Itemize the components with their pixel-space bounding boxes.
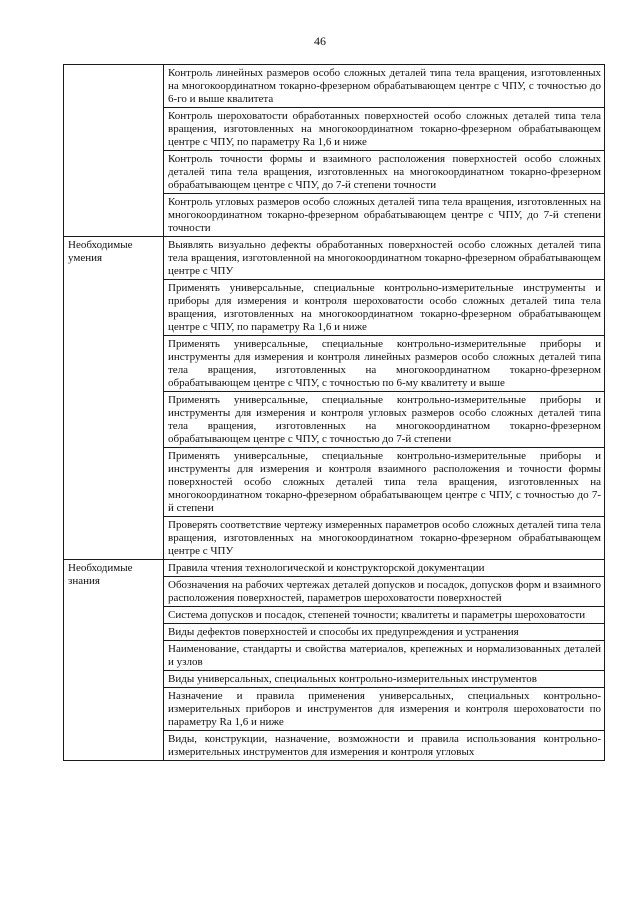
table-cell: Применять универсальные, специальные контрольно-измерительные приборы и инструменты для измерения и контроля взаимного расположения и точности формы поверхностей особо сложных деталей типа тела вращения, изготовленных на многокоординатном токарно-фрезерном обрабатывающем центре с ЧПУ, с точностью до 7-й степени [164, 448, 605, 517]
table-cell: Применять универсальные, специальные контрольно-измерительные приборы и инструменты для измерения и контроля линейных размеров особо сложных деталей типа тела вращения, изготовленных на многокоординатном токарно-фрезерном обрабатывающем центре с ЧПУ, с точностью по 6-му квалитету и выше [164, 336, 605, 392]
table-cell: Виды универсальных, специальных контрольно-измерительных инструментов [164, 671, 605, 688]
row-label-knowledge: Необходимые знания [64, 560, 164, 761]
requirements-table [63, 64, 605, 761]
table-cell: Применять универсальные, специальные контрольно-измерительные приборы и инструменты для измерения и контроля угловых размеров особо сложных деталей типа тела вращения, изготовленных на многокоординатном токарно-фрезерном обрабатывающем центре с ЧПУ, с точностью до 7-й степени [164, 392, 605, 448]
row-label [64, 65, 164, 237]
table-cell: Контроль угловых размеров особо сложных деталей типа тела вращения, изготовленных на многокоординатном токарно-фрезерном обрабатывающем центре с ЧПУ, до 7-й степени точности [164, 194, 605, 237]
table-cell: Контроль точности формы и взаимного расположения поверхностей особо сложных деталей типа тела вращения, изготовленных на многокоординатном токарно-фрезерном обрабатывающем центре с ЧПУ, до 7-й степени точности [164, 151, 605, 194]
table-cell: Контроль шероховатости обработанных поверхностей особо сложных деталей типа тела вращения, изготовленных на многокоординатном токарно-фрезерном обрабатывающем центре с ЧПУ, по параметру Ra 1,6 и ниже [164, 108, 605, 151]
table-cell: Контроль линейных размеров особо сложных деталей типа тела вращения, изготовленных на многокоординатном токарно-фрезерном обрабатывающем центре с ЧПУ, с точностью до 6-го и выше квалитета [164, 65, 605, 108]
table-cell: Выявлять визуально дефекты обработанных поверхностей особо сложных деталей типа тела вращения, изготовленной на многокоординатном токарно-фрезерном обрабатывающем центре с ЧПУ [164, 237, 605, 280]
table-cell: Система допусков и посадок, степеней точности; квалитеты и параметры шероховатости [164, 607, 605, 624]
table-cell: Проверять соответствие чертежу измеренных параметров особо сложных деталей типа тела вращения, изготовленных на многокоординатном токарно-фрезерном обрабатывающем центре с ЧПУ [164, 517, 605, 560]
table-row [64, 560, 605, 577]
table-cell: Виды, конструкции, назначение, возможности и правила использования контрольно-измерительных инструментов для измерения и контроля угловых [164, 731, 605, 761]
table-cell: Виды дефектов поверхностей и способы их предупреждения и устранения [164, 624, 605, 641]
table-row [64, 237, 605, 280]
row-label-skills: Необходимые умения [64, 237, 164, 560]
table-cell: Обозначения на рабочих чертежах деталей допусков и посадок, допусков форм и взаимного расположения поверхностей, параметров шероховатости поверхностей [164, 577, 605, 607]
page-number: 46 [314, 34, 326, 48]
table-cell: Наименование, стандарты и свойства материалов, крепежных и нормализованных деталей и узлов [164, 641, 605, 671]
table-row [64, 65, 605, 108]
table-cell: Применять универсальные, специальные контрольно-измерительные инструменты и приборы для измерения и контроля шероховатости особо сложных деталей типа тела вращения, изготовленных на многокоординатном токарно-фрезерном обрабатывающем центре с ЧПУ, по параметру Ra 1,6 и ниже [164, 280, 605, 336]
table-cell: Назначение и правила применения универсальных, специальных контрольно-измерительных приборов и инструментов для измерения и контроля шероховатости по параметру Ra 1,6 и ниже [164, 688, 605, 731]
table-cell: Правила чтения технологической и конструкторской документации [164, 560, 605, 577]
